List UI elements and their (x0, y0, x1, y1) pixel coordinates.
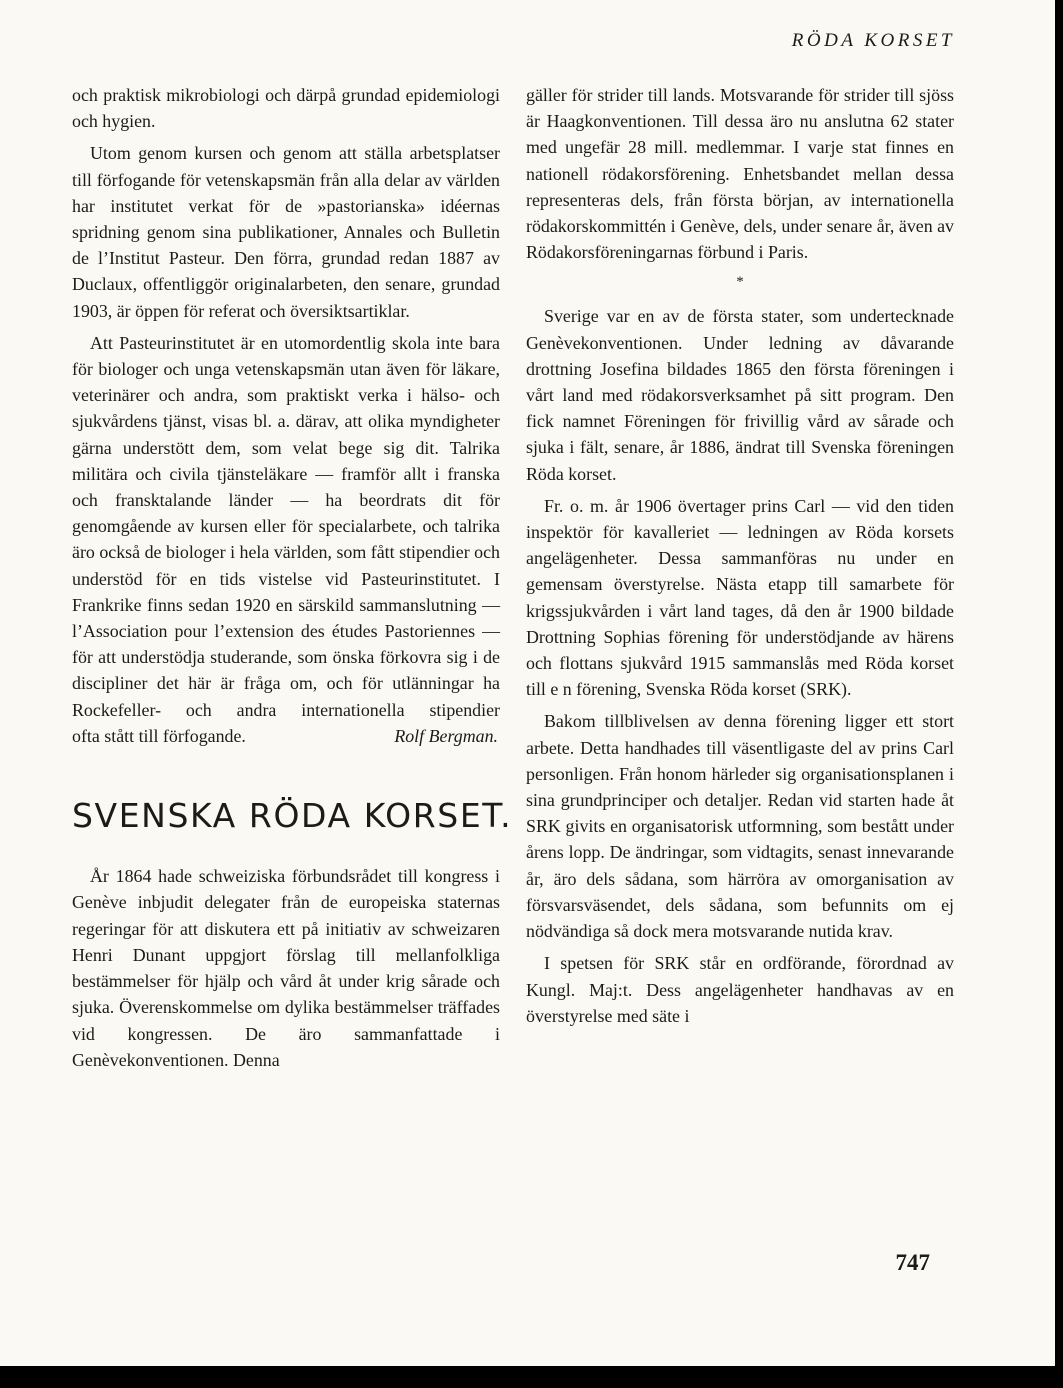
running-head: RÖDA KORSET (791, 30, 955, 51)
paragraph-end: ofta stått till förfogande. (72, 725, 246, 746)
asterism-divider: * (736, 274, 744, 291)
paragraph: År 1864 hade schweiziska förbundsrådet till kongress i Genève inbjudit delegater från de europeiska staternas regeringar för att diskutera ett på initiativ av schweizaren Henri Dunant uppgjort förslag till mellanfolkliga bestämmelser för hjälp och vård åt under krig sårade och sjuka. Överenskommelse om dylika bestämmelser träffades vid kongressen. De äro sammanfattade i Genèvekonventionen. Denna (72, 866, 500, 1070)
paragraph: I spetsen för SRK står en ordförande, förordnad av Kungl. Maj:t. Dess angelägenheter handhavas av en överstyrelse med säte i (526, 953, 954, 1026)
paragraph: Utom genom kursen och genom att ställa arbetsplatser till förfogande för vetenskapsmän från alla delar av världen har institutet verkat för de »pastorianska» idéernas spridning genom sina publikationer, Annales och Bulletin de l’Institut Pasteur. Den förra, grundad redan 1887 av Duclaux, offentliggör originalarbeten, den senare, grundad 1903, är öppen för referat och översiktsartiklar. (72, 143, 500, 321)
section-title: SVENSKA RÖDA KORSET. (72, 796, 513, 836)
paragraph: Bakom tillblivelsen av denna förening ligger ett stort arbete. Detta handhades till väsentligaste del av prins Carl personligen. Från honom härleder sig organisationsplanen i sina grundprinciper och detaljer. Redan vid starten hade åt SRK givits en organisatorisk utformning, som bestått under årens lopp. De ändringar, som vidtagits, senast innevarande år, äro dels sådana, som härröra av omorganisation av försvarsväsendet, dels sådana, som befunnits om ej nödvändiga så dock mera motsvarande nutida krav. (526, 711, 954, 942)
left-column (72, 82, 513, 1079)
paragraph: och praktisk mikrobiologi och därpå grundad epidemiologi och hygien. (72, 85, 500, 132)
right-column (526, 82, 954, 1035)
paragraph: gäller för strider till lands. Motsvarande för strider till sjöss är Haagkonventionen. Till dessa äro nu anslutna 62 stater med ungefär 28 mill. medlemmar. I varje stat finnes en nationell rödakorsförening. Enhetsbandet mellan dessa representeras dels, från första början, av internationella rödakorskommittén i Genève, dels, under senare år, även av Rödakorsföreningarnas förbund i Paris. (526, 85, 955, 263)
paragraph: Att Pasteurinstitutet är en utomordentlig skola inte bara för biologer och unga vetenskapsmän utan även för läkare, veterinärer och andra, som praktiskt verka i hälso- och sjukvårdens tjänst, visas bl. a. därav, att olika myndigheter gärna understött dem, som velat bege sig dit. Talrika militära och civila tjänsteläkare — framför allt i franska och fransktalande länder — ha beordrats dit för genomgående av kursen eller för specialarbete, och talrika äro också de biologer i hela världen, som fått stipendier och understöd för en tids vistelse vid Pasteurinstitutet. I Frankrike finns sedan 1920 en särskild sammanslutning — l’Association pour l’extension des études Pastoriennes — för att understödja studerande, som önska förkovra sig i de discipliner det här är fråga om, och för utlänningar ha Rockefeller- och andra internationella stipendier (72, 332, 500, 720)
author-signature: Rolf Bergman. (394, 725, 498, 746)
paragraph-closing-line (72, 723, 500, 749)
page-number: 747 (895, 1250, 930, 1275)
paragraph: Fr. o. m. år 1906 övertager prins Carl — vid den tiden inspektör för kavalleriet — ledningen av Röda korsets angelägenheter. Dessa sammanföras nu under en gemensam överstyrelse. Nästa etapp till samarbete för krigssjukvården i vårt land tages, då den år 1900 bildade Drottning Sophias förening för understödjande av härens och flottans sjukvård 1915 sammanslås med Röda korset till e n förening, Svenska Röda korset (SRK). (526, 495, 954, 700)
paragraph: Sverige var en av de första stater, som undertecknade Genèvekonventionen. Under ledning av dåvarande drottning Josefina bildades 1865 den första föreningen i vårt land med rödakorsverksamhet på sitt program. Den fick namnet Föreningen för frivillig vård av sårade och sjuka i fält, senare, år 1886, ändrat till Svenska föreningen Röda korset. (526, 306, 954, 484)
